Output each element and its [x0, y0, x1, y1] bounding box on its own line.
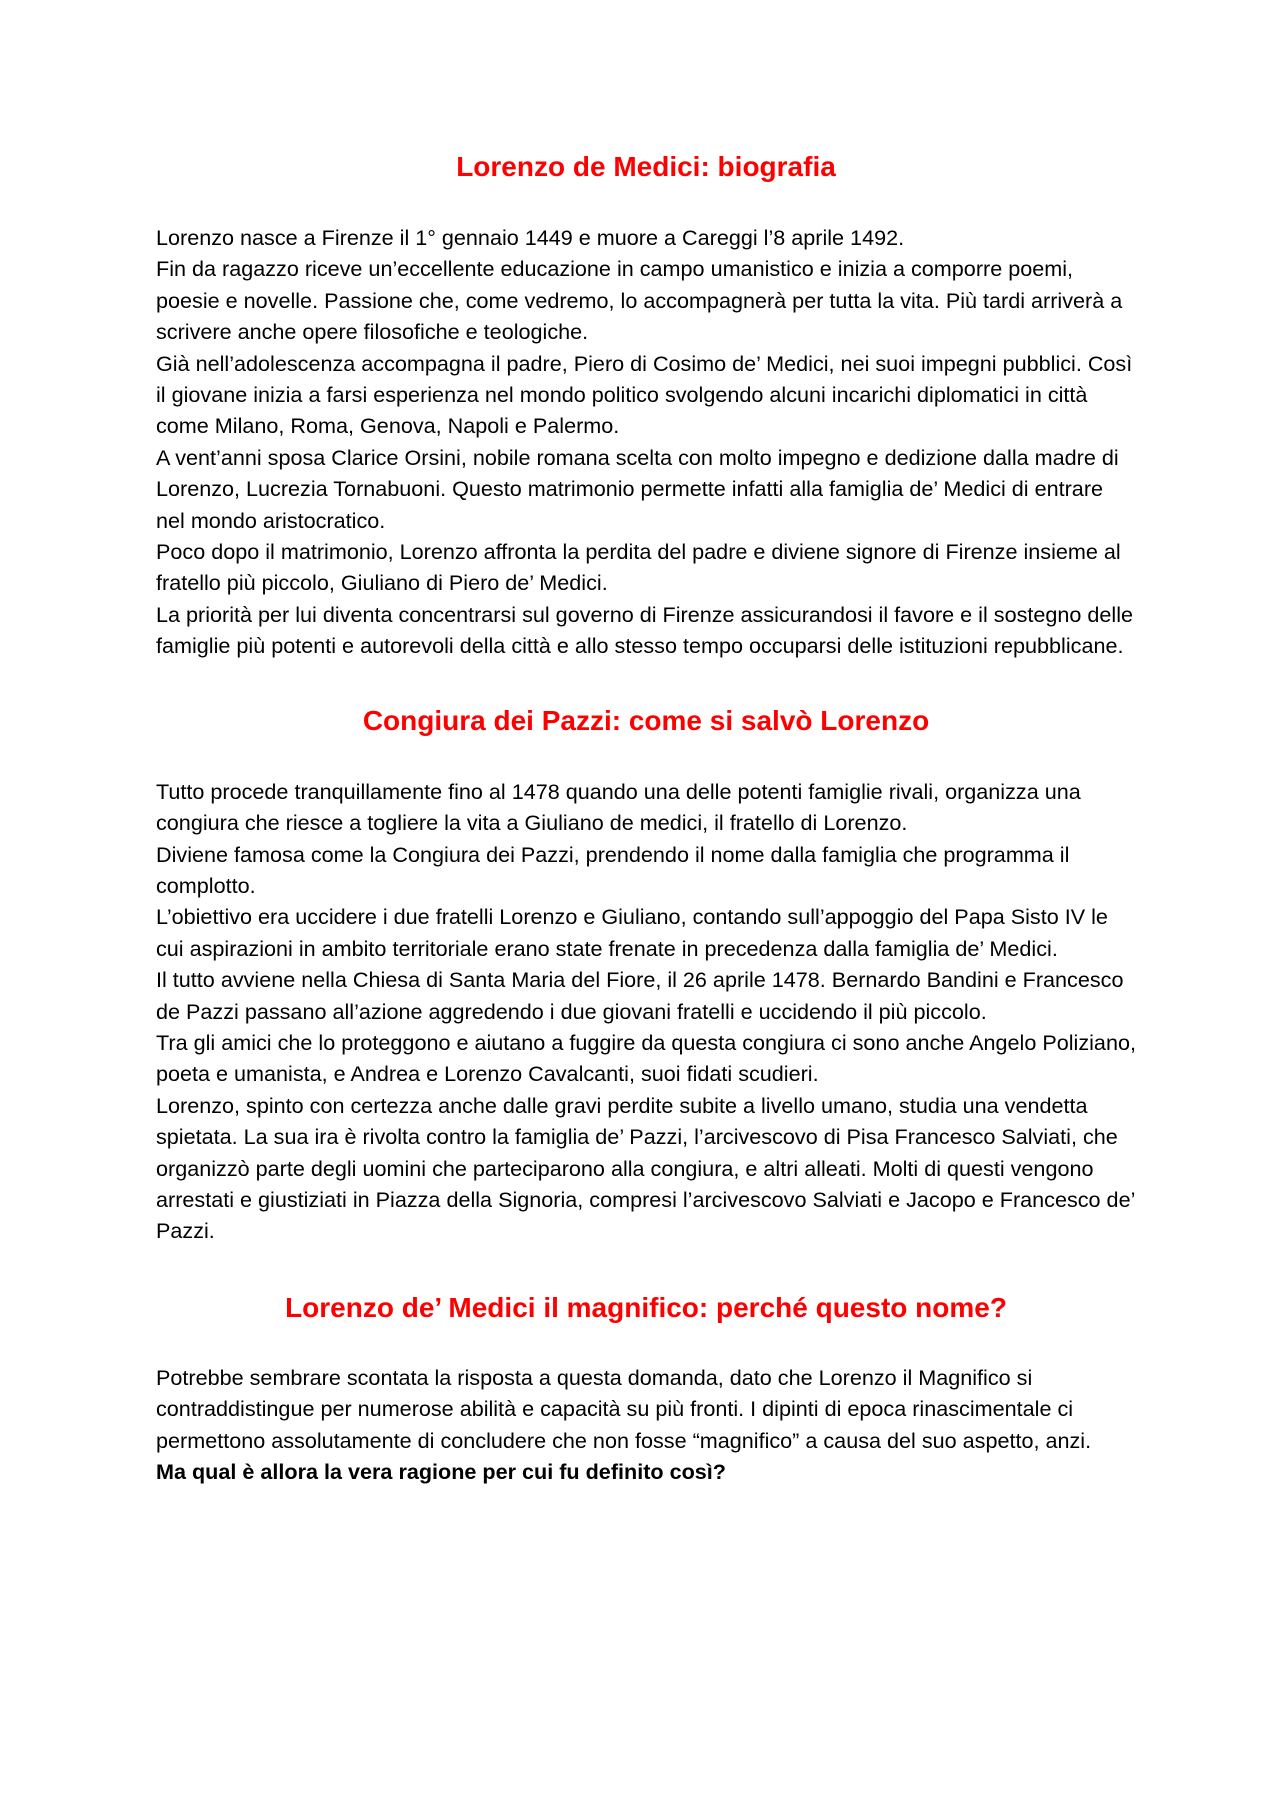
- paragraph: La priorità per lui diventa concentrarsi sul governo di Firenze assicurandosi il favore e il sostegno delle famiglie più potenti e autorevoli della città e allo stesso tempo occuparsi delle istituzioni repubblicane.: [156, 601, 1134, 659]
- paragraph: Tra gli amici che lo proteggono e aiutano a fuggire da questa congiura ci sono anche Angelo Poliziano, poeta e umanista, e Andrea e Lorenzo Cavalcanti, suoi fidati scudieri.: [156, 1029, 1136, 1087]
- paragraph: Lorenzo, spinto con certezza anche dalle gravi perdite subite a livello umano, studia una vendetta spietata. La sua ira è rivolta contro la famiglia de’ Pazzi, l’arcivescovo di Pisa Francesco Salviati, che organizzò parte degli uomini che parteciparono alla congiura, e altri alleati. Molti di questi vengono arrestati e giustiziati in Piazza della Signoria, compresi l’arcivescovo Salviati e Jacopo e Francesco de’ Pazzi.: [156, 1092, 1135, 1244]
- section-title-magnifico: Lorenzo de’ Medici il magnifico: perché questo nome?: [285, 1291, 1007, 1323]
- section-body-biografia: [156, 222, 1136, 662]
- paragraph: Il tutto avviene nella Chiesa di Santa Maria del Fiore, il 26 aprile 1478. Bernardo Bandini e Francesco de Pazzi passano all’azione aggredendo i due giovani fratelli e uccidendo il più piccolo.: [156, 967, 1124, 1024]
- paragraph: A vent’anni sposa Clarice Orsini, nobile romana scelta con molto impegno e dedizione dalla madre di Lorenzo, Lucrezia Tornabuoni. Questo matrimonio permette infatti alla famiglia de’ Medici di entrare nel mondo aristocratico.: [156, 444, 1119, 533]
- section-body-congiura: [156, 776, 1136, 1247]
- paragraph: Diviene famosa come la Congiura dei Pazzi, prendendo il nome dalla famiglia che programma il complotto.: [156, 841, 1070, 898]
- paragraph: Tutto procede tranquillamente fino al 1478 quando una delle potenti famiglie rivali, organizza una congiura che riesce a togliere la vita a Giuliano de medici, il fratello di Lorenzo.: [156, 778, 1081, 836]
- paragraph: Poco dopo il matrimonio, Lorenzo affronta la perdita del padre e diviene signore di Firenze insieme al fratello più piccolo, Giuliano di Piero de’ Medici.: [156, 539, 1121, 596]
- paragraph: Lorenzo nasce a Firenze il 1° gennaio 1449 e muore a Careggi l’8 aprile 1492.: [156, 225, 905, 250]
- bold-question: Ma qual è allora la vera ragione per cui fu definito così?: [156, 1459, 726, 1484]
- paragraph: Fin da ragazzo riceve un’eccellente educazione in campo umanistico e inizia a comporre poemi, poesie e novelle. Passione che, come vedremo, lo accompagnerà per tutta la vita. Più tardi arriverà a scrivere anche opere filosofiche e teologiche.: [156, 256, 1123, 345]
- paragraph: L’obiettivo era uccidere i due fratelli Lorenzo e Giuliano, contando sull’appoggio del Papa Sisto IV le cui aspirazioni in ambito territoriale erano state frenate in precedenza dalla famiglia de’ Medici.: [156, 904, 1108, 961]
- section-body-magnifico: [156, 1362, 1136, 1488]
- paragraph: Potrebbe sembrare scontata la risposta a questa domanda, dato che Lorenzo il Magnifico si contraddistingue per numerose abilità e capacità su più fronti. I dipinti di epoca rinascimentale ci permettono assolutamente di concludere che non fosse “magnifico” a causa del suo aspetto, anzi.: [156, 1364, 1092, 1453]
- paragraph: Già nell’adolescenza accompagna il padre, Piero di Cosimo de’ Medici, nei suoi impegni pubblici. Così il giovane inizia a farsi esperienza nel mondo politico svolgendo alcuni incarichi diplomatici in città come Milano, Roma, Genova, Napoli e Palermo.: [156, 350, 1133, 439]
- document-page: [156, 150, 1136, 1487]
- section-title-congiura: Congiura dei Pazzi: come si salvò Lorenzo: [362, 704, 930, 736]
- section-title-biografia: Lorenzo de Medici: biografia: [456, 151, 836, 182]
